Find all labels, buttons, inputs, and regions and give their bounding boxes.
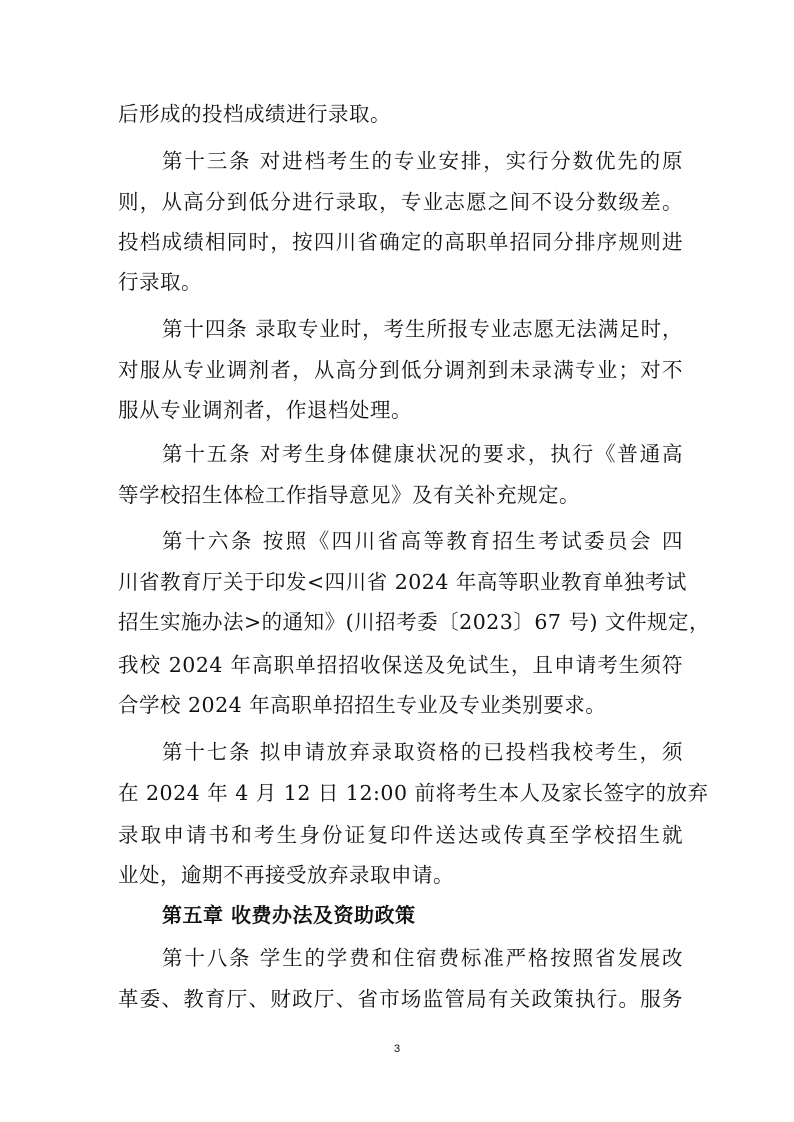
article-16-line-3: 招生实施办法>的通知》(川招考委〔2023〕67 号) 文件规定， — [118, 610, 710, 634]
article-18-line-2: 革委、教育厅、财政厅、省市场监管局有关政策执行。服务 — [118, 987, 683, 1011]
article-15-line-2: 等学校招生体检工作指导意见》及有关补充规定。 — [118, 483, 580, 507]
article-14-line-3: 服从专业调剂者，作退档处理。 — [118, 398, 412, 422]
article-17-line-1: 第十七条 拟申请放弃录取资格的已投档我校考生，须 — [162, 740, 683, 764]
page-number: 3 — [393, 1043, 401, 1055]
article-13-line-3: 投档成绩相同时，按四川省确定的高职单招同分排序规则进 — [118, 230, 683, 254]
article-18-line-1: 第十八条 学生的学费和住宿费标准严格按照省发展改 — [162, 946, 683, 970]
article-16-line-1: 第十六条 按照《四川省高等教育招生考试委员会 四 — [162, 529, 683, 553]
article-16-line-4: 我校 2024 年高职单招招收保送及免试生，且申请考生须符 — [118, 653, 683, 677]
chapter-5-heading: 第五章 收费办法及资助政策 — [162, 903, 416, 927]
article-17-line-2: 在 2024 年 4 月 12 日 12:00 前将考生本人及家长签字的放弃 — [118, 781, 709, 805]
article-16-line-2: 川省教育厅关于印发<四川省 2024 年高等职业教育单独考试 — [118, 570, 687, 594]
text-line-1: 后形成的投档成绩进行录取。 — [118, 102, 391, 126]
article-14-line-2: 对服从专业调剂者，从高分到低分调剂到未录满专业；对不 — [118, 358, 683, 382]
article-17-line-4: 业处，逾期不再接受放弃录取申请。 — [118, 863, 454, 887]
article-17-line-3: 录取申请书和考生身份证复印件送达或传真至学校招生就 — [118, 823, 683, 847]
article-13-line-4: 行录取。 — [118, 270, 202, 294]
article-14-line-1: 第十四条 录取专业时，考生所报专业志愿无法满足时， — [162, 317, 683, 341]
article-16-line-5: 合学校 2024 年高职单招招生专业及专业类别要求。 — [118, 693, 607, 717]
article-13-line-2: 则，从高分到低分进行录取，专业志愿之间不设分数级差。 — [118, 190, 683, 214]
article-15-line-1: 第十五条 对考生身体健康状况的要求，执行《普通高 — [162, 442, 683, 466]
article-13-line-1: 第十三条 对进档考生的专业安排，实行分数优先的原 — [162, 149, 683, 173]
